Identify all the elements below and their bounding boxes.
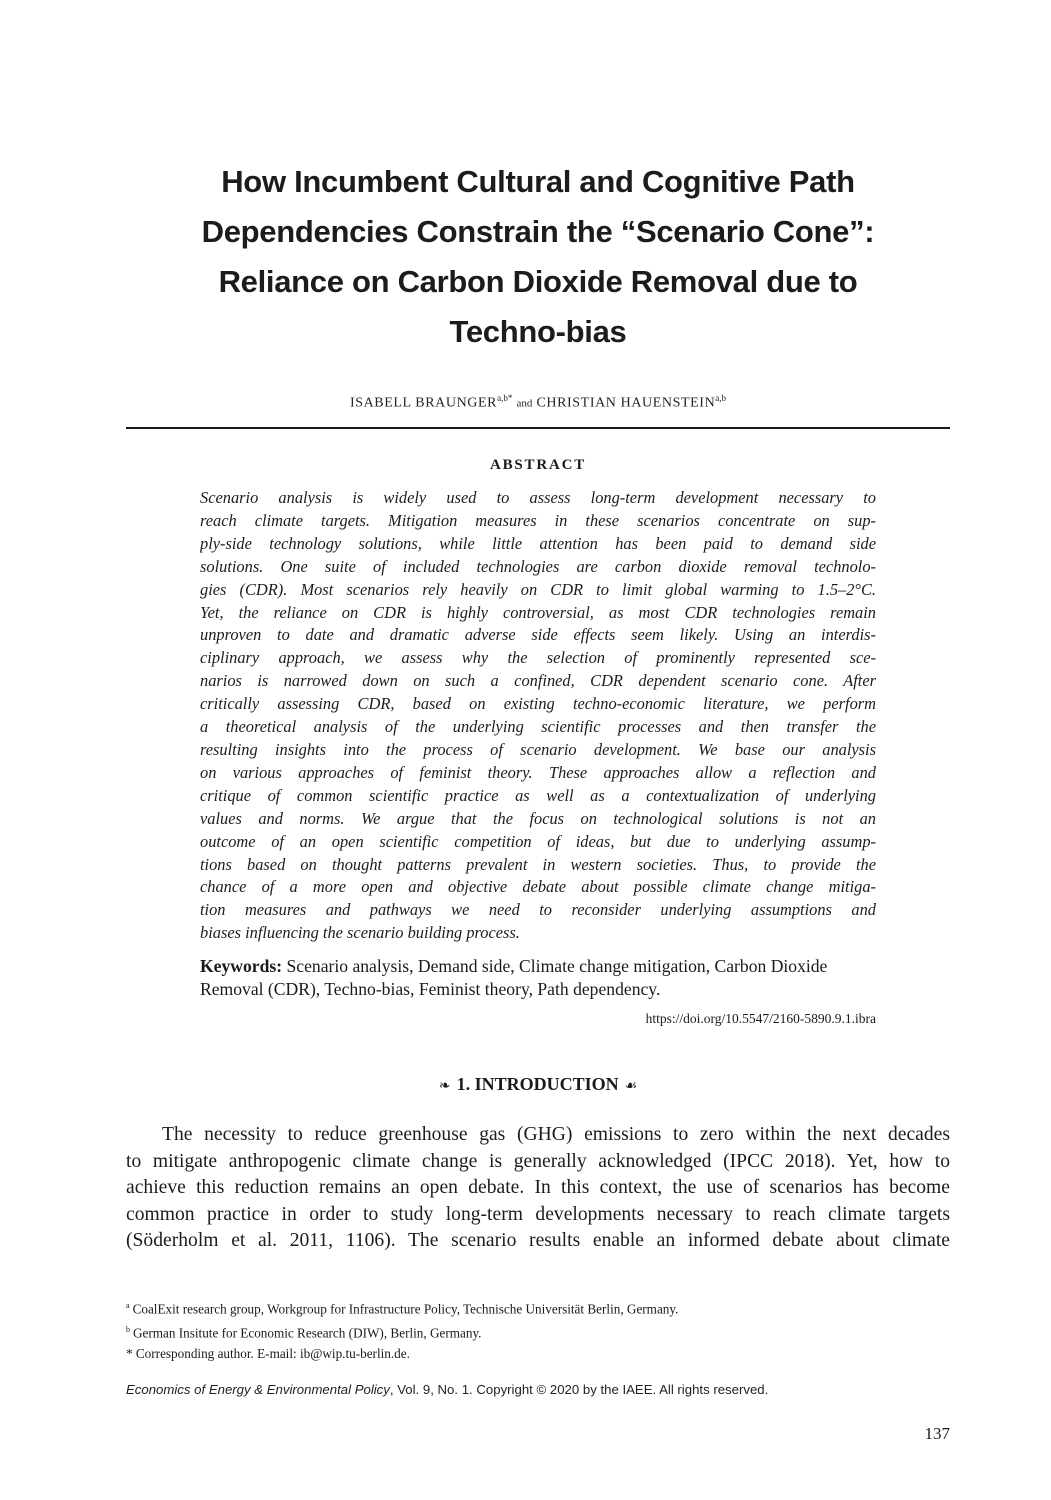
introduction-paragraph xyxy=(126,1122,950,1255)
author-line xyxy=(126,393,950,412)
doi-link[interactable]: https://doi.org/10.5547/2160-5890.9.1.ibra xyxy=(645,1011,876,1026)
abstract-line: biases influencing the scenario building process. xyxy=(200,923,520,943)
author-affiliation-mark: a,b xyxy=(715,393,727,403)
footnote-text: CoalExit research group, Workgroup for Infrastructure Policy, Technische Universität Berlin, Germany. xyxy=(132,1301,679,1317)
keywords-text: Scenario analysis, Demand side, Climate change mitigation, Carbon Dioxide Removal (CDR), Techno-bias, Feminist theory, Path dependency. xyxy=(200,956,828,999)
body-line: to mitigate anthropogenic climate change is generally acknowledged (IPCC 2018). Yet, how to xyxy=(126,1150,950,1172)
journal-citation xyxy=(126,1382,950,1397)
footnote-mark: b xyxy=(126,1324,130,1334)
ornament-left-icon: ❧ xyxy=(438,1079,451,1094)
footnote xyxy=(126,1296,950,1320)
abstract-line: reach climate targets. Mitigation measures in these scenarios concentrate on sup- xyxy=(200,510,876,530)
keywords-label: Keywords: xyxy=(200,956,283,976)
abstract-line: resulting insights into the process of scenario development. We base our analysis xyxy=(200,739,876,759)
abstract-line: critically assessing CDR, based on existing techno-economic literature, we perform xyxy=(200,694,876,714)
author-name: CHRISTIAN HAUENSTEIN xyxy=(536,395,716,411)
abstract-line: ciplinary approach, we assess why the selection of prominently represented sce- xyxy=(200,648,876,668)
section-heading xyxy=(126,1074,950,1095)
abstract-line: Yet, the reliance on CDR is highly controversial, as most CDR technologies remain xyxy=(200,602,876,622)
abstract-line: gies (CDR). Most scenarios rely heavily on CDR to limit global warming to 1.5–2°C. xyxy=(200,579,876,599)
abstract-line: critique of common scientific practice as well as a contextualization of underlying xyxy=(200,785,876,805)
abstract-body xyxy=(200,487,876,945)
abstract-line: outcome of an open scientific competition of ideas, but due to underlying assump- xyxy=(200,831,876,851)
abstract-line: solutions. One suite of included technologies are carbon dioxide removal technolo- xyxy=(200,556,876,576)
author-affiliation-mark: a,b* xyxy=(497,393,513,403)
author-conjunction: and xyxy=(516,397,533,410)
abstract-line: values and norms. We argue that the focus on technological solutions is not an xyxy=(200,808,876,828)
abstract-line: tion measures and pathways we need to reconsider underlying assumptions and xyxy=(200,900,876,920)
journal-details: , Vol. 9, No. 1. Copyright © 2020 by the IAEE. All rights reserved. xyxy=(389,1382,769,1397)
body-line: common practice in order to study long-term developments necessary to reach climate targets xyxy=(126,1203,950,1225)
header-rule xyxy=(126,427,950,429)
keywords xyxy=(200,955,876,1001)
abstract-line: unproven to date and dramatic adverse side effects seem likely. Using an interdis- xyxy=(200,625,876,645)
paper-title xyxy=(126,157,950,357)
ornament-right-icon: ☙ xyxy=(624,1079,638,1094)
footnote xyxy=(126,1344,950,1365)
body-line: achieve this reduction remains an open debate. In this context, the use of scenarios has become xyxy=(126,1177,950,1199)
abstract-line: narios is narrowed down on such a confined, CDR dependent scenario cone. After xyxy=(200,671,876,691)
journal-name: Economics of Energy & Environmental Policy xyxy=(126,1382,390,1397)
footnote-mark: a xyxy=(126,1301,130,1310)
title-line: Reliance on Carbon Dioxide Removal due to xyxy=(218,264,858,299)
footnote-text: * Corresponding author. E-mail: ib@wip.tu-berlin.de. xyxy=(126,1345,410,1361)
body-line: The necessity to reduce greenhouse gas (GHG) emissions to zero within the next decades xyxy=(162,1124,950,1145)
abstract-line: ply-side technology solutions, while little attention has been paid to demand side xyxy=(200,533,876,553)
footnote xyxy=(126,1320,950,1344)
title-line: How Incumbent Cultural and Cognitive Path xyxy=(221,164,855,199)
body-line: (Söderholm et al. 2011, 1106). The scenario results enable an informed debate about climate xyxy=(126,1230,950,1252)
abstract-heading: ABSTRACT xyxy=(489,457,587,473)
title-line: Techno-bias xyxy=(449,314,627,349)
title-line: Dependencies Constrain the “Scenario Cone”: xyxy=(201,214,875,249)
footnote-text: German Insitute for Economic Research (DIW), Berlin, Germany. xyxy=(133,1325,482,1341)
abstract-line: tions based on thought patterns prevalent in western societies. Thus, to provide the xyxy=(200,854,876,874)
page-number: 137 xyxy=(924,1424,950,1443)
abstract-line: chance of a more open and objective debate about possible climate change mitiga- xyxy=(200,877,876,897)
abstract-line: Scenario analysis is widely used to assess long-term development necessary to xyxy=(200,488,876,507)
section-title: 1. INTRODUCTION xyxy=(456,1074,619,1094)
footnotes xyxy=(126,1296,950,1364)
author-name: ISABELL BRAUNGER xyxy=(349,395,498,411)
abstract-line: on various approaches of feminist theory. These approaches allow a reflection and xyxy=(200,762,876,782)
abstract-line: a theoretical analysis of the underlying scientific processes and then transfer the xyxy=(200,717,876,737)
